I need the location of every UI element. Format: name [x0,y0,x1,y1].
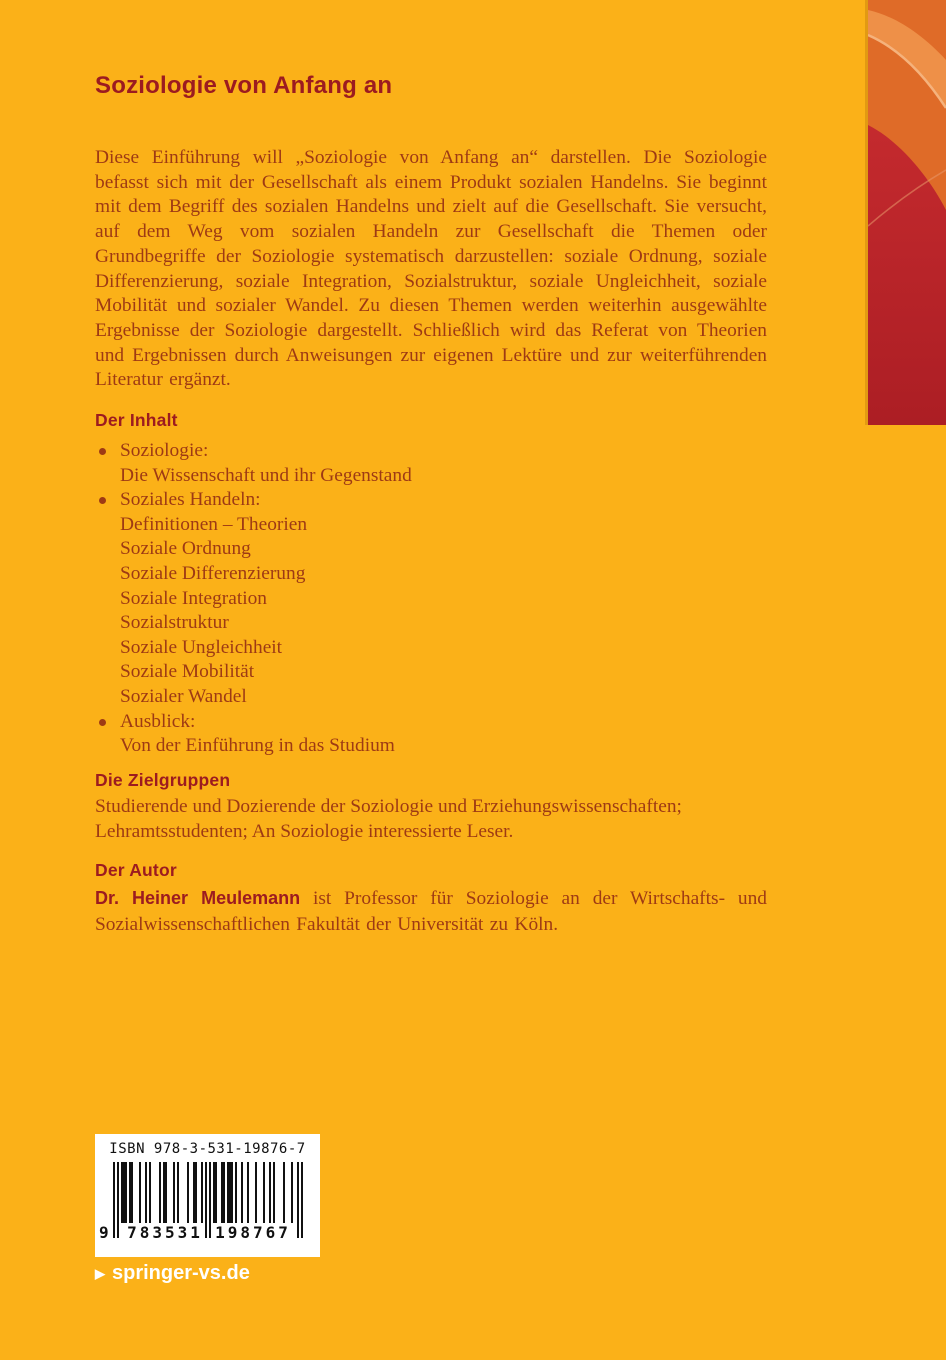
bullet-icon [99,448,106,455]
contents-list [95,439,767,759]
bullet-icon [99,497,106,504]
author-description: ist Professor für Soziologie an der Wirtschafts- und Sozialwissenschaftlichen Fakultät der Universität zu Köln. [95,888,767,935]
page-title: Soziologie von Anfang an [95,72,393,99]
corner-strip-graphic [868,0,946,425]
section-author [95,860,767,938]
target-groups-heading: Die Zielgruppen [95,770,231,790]
list-line: Soziale Ordnung [120,538,251,560]
barcode-digit-first: 9 [99,1223,109,1242]
isbn-label: ISBN 978-3-531-19876-7 [109,1141,306,1157]
publisher-url: springer-vs.de [112,1262,250,1284]
list-item [95,439,767,488]
list-line: Soziale Ungleichheit [120,636,283,658]
decorative-corner-strip [865,0,946,425]
list-line: Soziales Handeln: [120,489,261,511]
list-line: Soziale Integration [120,587,267,609]
target-groups-text: Studierende und Dozierende der Soziologie und Erziehungswissenschaften; Lehramtsstudenten; An Soziologie interessierte Leser. [95,796,682,842]
list-line: Soziologie: [120,440,209,461]
play-arrow-icon: ▶ [95,1265,105,1281]
list-item [95,710,767,759]
section-contents [95,410,767,759]
publisher-website [95,1262,250,1285]
isbn-barcode [95,1134,320,1257]
barcode-digit-group: 198767 [215,1223,291,1242]
list-line: Soziale Mobilität [120,661,255,683]
list-line: Die Wissenschaft und ihr Gegenstand [120,464,412,486]
author-text [95,885,767,938]
list-line: Ausblick: [120,710,196,732]
barcode-digits [99,1223,303,1242]
author-heading: Der Autor [95,860,177,880]
list-line: Sozialstruktur [120,612,229,634]
blurb-paragraph: Diese Einführung will „Soziologie von Anfang an“ darstellen. Die Soziologie befasst sich mit der Gesellschaft als einem Produkt sozialen Handelns. Sie beginnt mit dem Begriff des sozialen Handelns und zielt auf die Gesellschaft. Sie versucht, auf dem Weg vom sozialen Handeln zur Gesellschaft die Themen oder Grundbegriffe der Soziologie systematisch darzustellen: soziale Ordnung, soziale Differenzierung, soziale Integration, Sozialstruktur, soziale Ungleichheit, soziale Mobilität und sozialer Wandel. Zu diesen Themen werden weiterhin ausgewählte Ergebnisse der Soziologie dargestellt. Schließlich wird das Referat von Theorien und Ergebnissen durch Anweisungen zur eigenen Lektüre und zur weiterführenden Literatur ergänzt. [95,147,767,391]
bullet-icon [99,719,106,726]
contents-heading: Der Inhalt [95,410,178,430]
list-line: Soziale Differenzierung [120,562,306,584]
section-target-groups [95,770,767,844]
list-item [95,488,767,709]
list-line: Sozialer Wandel [120,685,247,707]
barcode-digit-group: 783531 [127,1223,203,1242]
list-line: Definitionen – Theorien [120,513,308,535]
author-name: Dr. Heiner Meulemann [95,888,301,908]
list-line: Von der Einführung in das Studium [120,735,395,757]
